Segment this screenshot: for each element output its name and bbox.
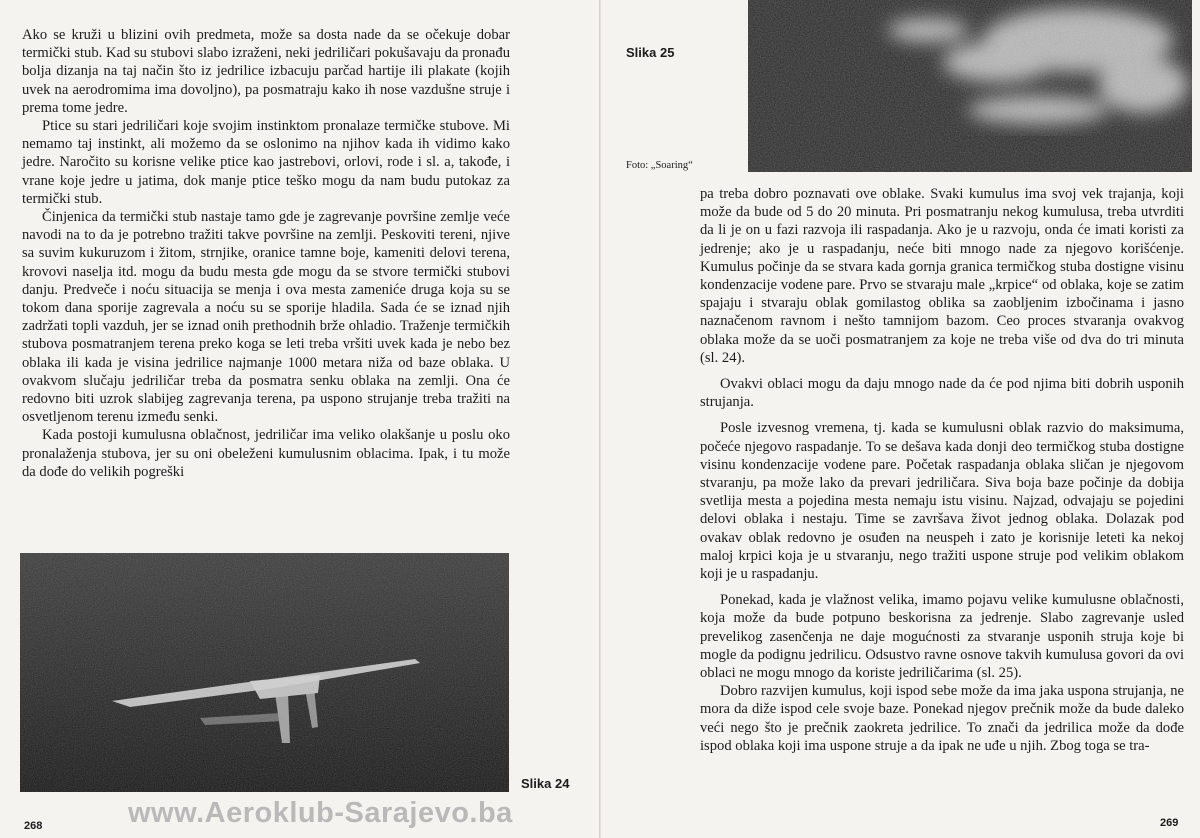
paragraph: Posle izvesnog vremena, tj. kada se kumulusni oblak razvio do maksimuma, počeće njegovo raspadanje. To se dešava kada donji deo termičkog stuba dostigne visinu kondenzacije vodene pare. Početak raspadanja oblaka sličan je njegovom stvaranju, pa može lako da prevari jedriličara. Siva boja baze počinje da dobija svetlija mesta a pojedina mesta nemaju istu visinu. Najzad, odvajaju se pojedini delovi oblaka i nestaju. Time se završava život jednog oblaka. Dolazak pod ovakav oblak redovno je osuđen na neuspeh i zato je korisnije leteti ka nekoj maloj krpici koja je u stvaranju, nego tražiti uspone struje pod velikim oblakom koji je u raspadanju. bbox=[700, 420, 1184, 583]
right-page bbox=[600, 0, 1200, 838]
page-number: 268 bbox=[24, 820, 43, 832]
figure-caption: Slika 24 bbox=[521, 776, 570, 791]
paragraph: Ponekad, kada je vlažnost velika, imamo pojavu velike kumulusne oblačnosti, koja može da bude potpuno beskorisna za jedrenje. Slabo zagrevanje usled prevelikog zasenčenja ne daje mogućnosti za stvaranje usponih struja koje bi mogle da podignu jedrilicu. Odsustvo ravne osnove takvih kumulusa govori da ovi oblaci ne mogu mnogo da koriste jedriličarima (sl. 25). bbox=[700, 592, 1184, 682]
right-body-text bbox=[700, 185, 1184, 755]
paragraph: Činjenica da termički stub nastaje tamo gde je zagrevanje površine zemlje veće navodi na to da je potrebno tražiti takve površine na zemlji. Peskoviti tereni, njive sa suvim kukuruzom i žitom, strnjike, oranice tamne boje, kameniti delovi terena, krovovi naselja itd. mogu da budu mesta gde mogu da se stvore termički stubovi danju. Predveče i noću situacija se menja i ova mesta zamenićе druga koja su se tokom dana sporije zagrevala a noću su se sporije hladila. Sada će se iznad njih zadržati topli vazduh, jer se iznad onih prethodnih brže ohladio. Traženje termičkih stubova posmatranjem terena preko koga se leti treba vršiti uvek kada je nebo bez oblaka ili kada je visina jedrilice najmanje 1000 metara niža od baze oblaka. U ovakvom slučaju jedriličar treba da posmatra senku oblaka na zemlji. Ona će redovno biti uzrok slabijeg zagrevanja terena, pa uspono strujanje treba tražiti na osvetljenom terenu između senki. bbox=[22, 209, 510, 426]
watermark: www.Aeroklub-Sarajevo.ba bbox=[128, 797, 513, 829]
left-body-text bbox=[22, 26, 510, 481]
photo-credit: Foto: „Soaring“ bbox=[626, 160, 693, 171]
paragraph: Ovakvi oblaci mogu da daju mnogo nade da će pod njima biti dobrih usponih strujanja. bbox=[700, 376, 1184, 411]
paragraph: Ako se kruži u blizini ovih predmeta, može sa dosta nade da se očekuje dobar termički stub. Kad su stubovi slabo izraženi, neki jedriličari pokušavaju da pronađu bolja dizanja na taj način što iz jedrilice izbacuju parčad hartije ili plakate (kojih uvek na aerodromima ima dovoljno), pa posmatraju kako ih nose vazdušne struje i prema tome jedre. bbox=[22, 27, 510, 116]
paragraph: Dobro razvijen kumulus, koji ispod sebe može da ima jaka uspona strujanja, ne mora da diže ispod cele svoje baze. Ponekad njegov prečnik može da bude daleko veći nego što je prečnik zaokreta jedrilice. To znači da jedrilica može da dođe ispod oblaka koji ima uspone struje a da ipak ne uđe u njih. Zbog toga se tra- bbox=[700, 683, 1184, 754]
paragraph: pa treba dobro poznavati ove oblake. Svaki kumulus ima svoj vek trajanja, koji može da bude od 5 do 20 minuta. Pri posmatranju nekog kumulusa, treba utvrditi da li je on u fazi razvoja ili raspadanja. Ako je u razvoju, onda će imati koristi za jedrenje; ako je u raspadanju, neće biti mnogo nade za njegovo korišćenje. Kumulus počinje da se stvara kada gornja granica termičkog stuba dostigne visinu kondenzacije vodene pare. Prvo se stvaraju male „krpice“ od oblaka, koje se zatim spajaju i stvaraju oblak gomilastog oblika sa zaobljenim izbočinama i jasno naznačenom ravnom i nešto tamnijom bazom. Ceo proces stvaranja ovakvog oblaka može da se uoči posmatranjem za koje ne treba više od dva do tri minuta (sl. 24). bbox=[700, 186, 1184, 366]
page-number: 269 bbox=[1160, 817, 1179, 829]
paragraph: Ptice su stari jedriličari koje svojim instinktom pronalaze termičke stubove. Mi nemamo taj instinkt, ali možemo da se oslonimo na njihov kada ih vidimo kako jedre. Naročito su korisne velike ptice kao jastrebovi, orlovi, rode i sl. a, takođe, i vrane koje jedre u jatima, dok manje ptice teško mogu da nam budu putokaz za termički stub. bbox=[22, 118, 510, 207]
figure-caption: Slika 25 bbox=[626, 45, 675, 60]
glider-photo bbox=[20, 553, 509, 792]
cloud-photo bbox=[748, 0, 1192, 172]
paragraph: Kada postoji kumulusna oblačnost, jedriličar ima veliko olakšanje u poslu oko pronalaženja stubova, jer su oni obeleženi kumulusnim oblacima. Ipak, i tu može da dođe do velikih pogreški bbox=[22, 427, 510, 480]
